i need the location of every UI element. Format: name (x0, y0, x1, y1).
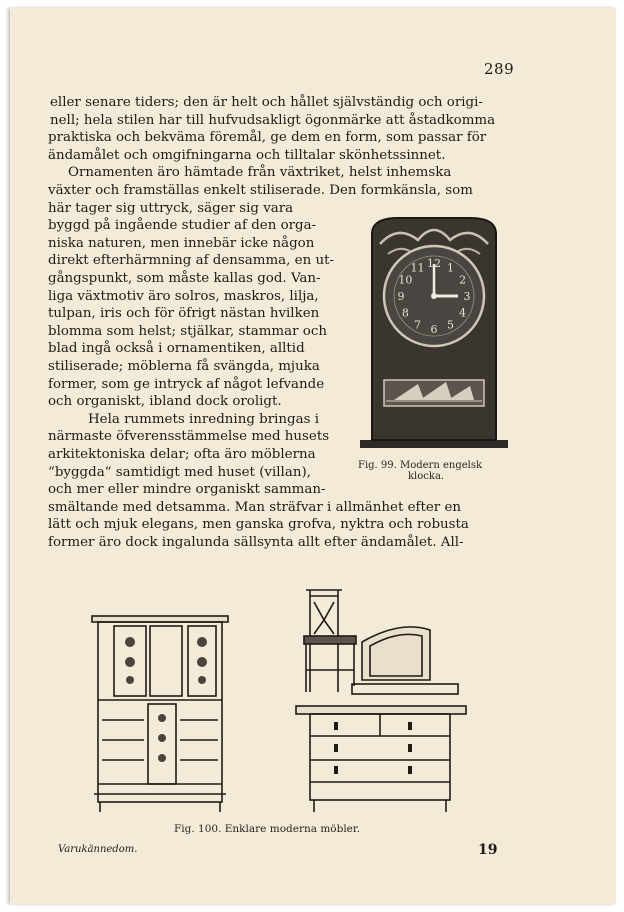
clock-numeral: 10 (398, 273, 413, 287)
chair-drawing (304, 590, 356, 692)
figure-caption-fig99: Fig. 99. Modern engelsk (358, 460, 483, 471)
dresser-handles (334, 722, 412, 774)
text-line: arkitektoniska delar; ofta äro möblerna (48, 447, 316, 462)
clock-numeral: 5 (447, 318, 454, 332)
text-line: blad ingå också i ornamentiken, alltid (48, 341, 305, 357)
text-line: smältande med detsamma. Man sträfvar i allmänhet efter en (48, 499, 461, 515)
clock-numeral: 8 (401, 306, 409, 320)
text-line: former äro dock ingalunda sällsynta allt efter ändamålet. All- (48, 535, 464, 550)
text-line: tulpan, iris och för öfrigt nästan hvilken (48, 306, 320, 322)
footer-title: Varukännedom. (58, 844, 138, 855)
text-line: gångspunkt, som måste kallas god. Van- (48, 271, 321, 286)
clock-numeral: 1 (447, 261, 454, 275)
text-line: och mer eller mindre organiskt samman- (48, 482, 326, 498)
clock-numeral: 6 (430, 323, 438, 336)
dressing-table-drawing (296, 627, 466, 812)
text-line: här tager sig uttryck, säger sig vara (48, 200, 294, 216)
text-line: eller senare tiders; den är helt och hållet självständig och origi- (50, 95, 483, 110)
figure-caption-fig100: Fig. 100. Enklare moderna möbler. (174, 823, 361, 835)
text-line: nell; hela stilen har till hufvudsakligt ögonmärke att åstadkomma (50, 112, 496, 128)
text-line: “byggda“ samtidigt med huset (villan), (48, 464, 311, 480)
clock-base (360, 440, 508, 448)
book-page (10, 8, 616, 904)
clock-numeral: 2 (459, 273, 467, 287)
text-line: Hela rummets inredning bringas i (88, 411, 319, 427)
clock-numeral: 12 (427, 257, 441, 270)
text-line: blomma som helst; stjälkar, stammar och (48, 323, 327, 339)
clock-numeral: 11 (410, 261, 425, 275)
text-line: praktiska och bekväma föremål, ge dem en form, som passar för (48, 130, 487, 146)
clock-illustration (358, 214, 510, 450)
text-line: Ornamenten äro hämtade från växtriket, helst inhemska (68, 165, 452, 181)
text-line: byggd på ingående studier af den orga- (48, 218, 317, 234)
signature-number: 19 (478, 842, 498, 858)
clock-numeral: 9 (397, 290, 405, 303)
furniture-illustration (90, 580, 470, 816)
text-line: stiliserade; möblerna få svängda, mjuka (48, 359, 320, 374)
text-line: liga växtmotiv äro solros, maskros, lilja, (48, 288, 319, 304)
clock-numeral: 3 (463, 290, 471, 303)
figure-caption-fig99-line2: klocka. (408, 471, 445, 482)
text-line: niska naturen, men innebär icke någon (48, 235, 315, 251)
clock-hub (431, 293, 437, 299)
text-line: direkt efterhärmning af densamma, en ut- (48, 253, 334, 269)
text-line: former, som ge intryck af något lefvande (48, 376, 325, 392)
text-line: ändamålet och omgifningarna och tilltalar skönhetssinnet. (48, 147, 446, 163)
text-line: lätt och mjuk elegans, men ganska grofva, nyktra och robusta (48, 517, 469, 533)
text-line: och organiskt, ibland dock oroligt. (48, 394, 282, 410)
cabinet-drawing (92, 616, 228, 812)
page-number: 289 (484, 60, 515, 78)
text-line: växter och framställas enkelt stiliserade. Den formkänsla, som (48, 183, 473, 198)
clock-numeral: 7 (414, 318, 421, 332)
text-line: närmaste öfverensstämmelse med husets (48, 429, 330, 445)
clock-numeral: 4 (459, 306, 467, 320)
